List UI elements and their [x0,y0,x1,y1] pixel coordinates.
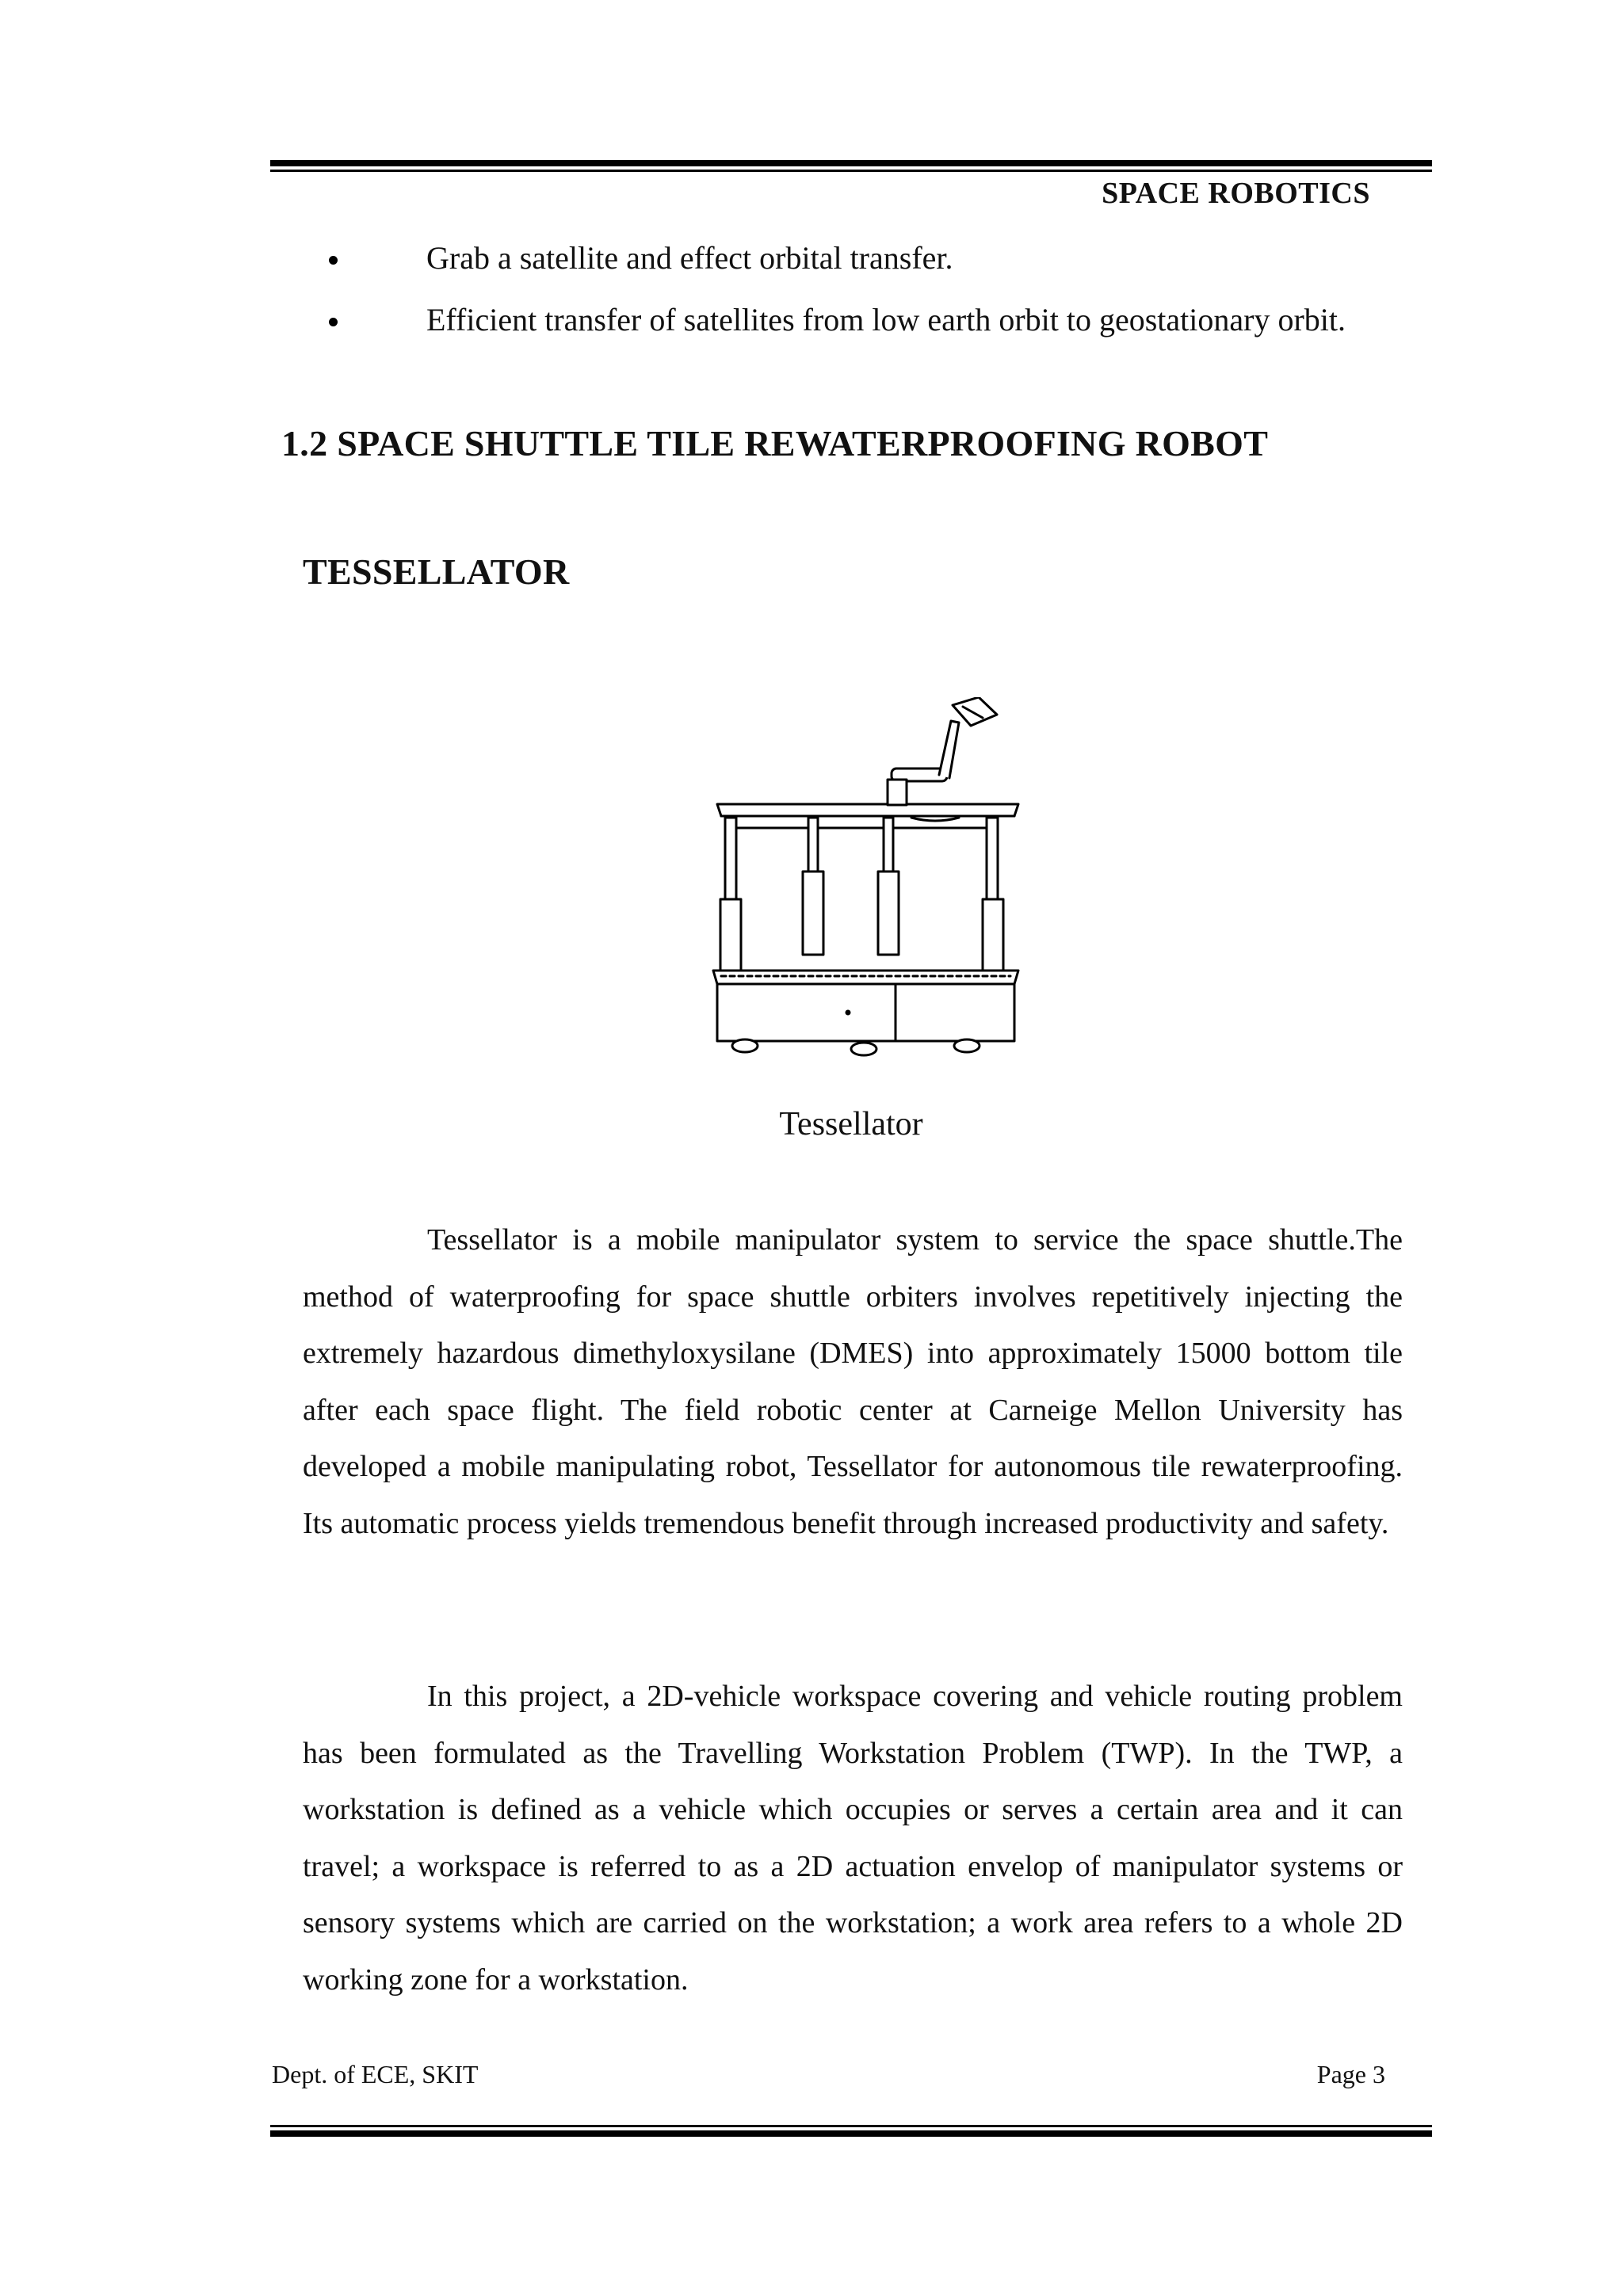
list-item [323,299,1433,361]
header-rule-thin [270,170,1432,172]
tessellator-robot-icon [697,697,1030,1062]
body-paragraph: In this project, a 2D-vehicle workspace covering and vehicle routing problem has been formulated as the Travelling Workstation Problem (TWP). In the TWP, a workstation is defined as a vehicle which occupies or serves a certain area and it can travel; a workspace is referred to as a 2D actuation envelop of manipulator systems or sensory systems which are carried on the workstation; a work area refers to a whole 2D working zone for a workstation. [303,1680,1403,1997]
figure-caption: Tessellator [779,1106,923,1142]
sub-heading: TESSELLATOR [303,551,570,592]
header-rule-thick [270,160,1432,166]
list-item-text: Efficient transfer of satellites from low earth orbit to geostationary orbit. [426,302,1346,338]
section-heading: 1.2 SPACE SHUTTLE TILE REWATERPROOFING ROBOT [281,423,1269,463]
footer-department: Dept. of ECE, SKIT [272,2060,479,2088]
bullet-icon [329,256,338,265]
footer-rule-thick [270,2130,1432,2137]
running-header: SPACE ROBOTICS [1102,177,1370,210]
body-paragraph: Tessellator is a mobile manipulator system to service the space shuttle.The method of waterproofing for space shuttle orbiters involves repetitively injecting the extremely hazardous dimethyloxysilane (DMES) into approximately 15000 bottom tile after each space flight. The field robotic center at Carneige Mellon University has developed a mobile manipulating robot, Tessellator for autonomous tile rewaterproofing. Its automatic process yields tremendous benefit through increased productivity and safety. [303,1223,1403,1540]
bullet-icon [329,318,338,326]
bullet-list [323,238,1433,361]
footer-page-number: Page 3 [1316,2060,1385,2088]
list-item [323,238,1433,299]
footer-rule-thin [270,2125,1432,2127]
tessellator-robot-figure [697,697,1030,1062]
list-item-text: Grab a satellite and effect orbital transfer. [426,240,953,276]
